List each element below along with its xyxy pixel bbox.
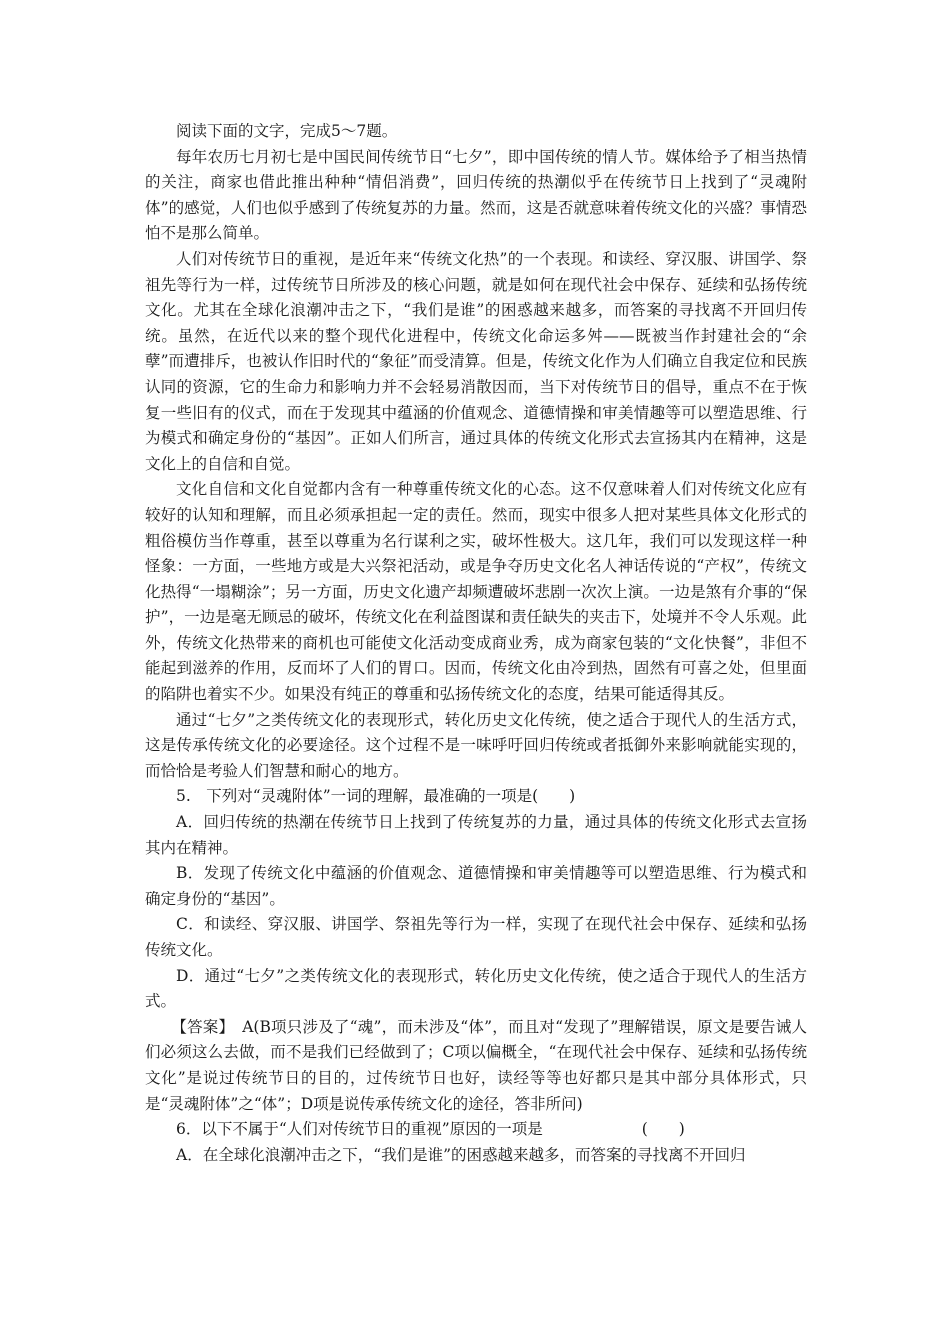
question-5-option-c: C．和读经、穿汉服、讲国学、祭祖先等行为一样，实现了在现代社会中保存、延续和弘扬传统文化。: [145, 915, 807, 959]
answer-blank: ( ): [641, 1120, 685, 1139]
passage-paragraph-4: 通过“七夕”之类传统文化的表现形式，转化历史文化传统，使之适合于现代人的生活方式，这是传承传统文化的必要途径。这个过程不是一味呼吁回归传统或者抵御外来影响就能实现的，而恰恰是考验人们智慧和耐心的地方。: [145, 710, 807, 780]
question-5-stem: 5. 下列对“灵魂附体”一词的理解，最准确的一项是( ): [176, 787, 576, 806]
question-6-stem-line: [145, 1117, 807, 1143]
answer-explanation: A(B项只涉及了“魂”，而未涉及“体”，而且对“发现了”理解错误，原文是要告诫人们必须这么去做，而不是我们已经做到了；C项以偏概全，“在现代社会中保存、延续和弘扬传统文化”是说过传统节日的目的，过传统节日也好，读经等等也好都只是其中部分具体形式，只是“灵魂附体”之“体”；D项是说传承传统文化的途径，答非所问): [145, 1017, 807, 1113]
passage-paragraph-2: 人们对传统节日的重视，是近年来“传统文化热”的一个表现。和读经、穿汉服、讲国学、祭祖先等行为一样，过传统节日所涉及的核心问题，就是如何在现代社会中保存、延续和弘扬传统文化。尤其在全球化浪潮冲击之下，“我们是谁”的困惑越来越多，而答案的寻找离不开回归传统。虽然，在近代以来的整个现代化进程中，传统文化命运多舛——既被当作封建社会的“余孽”而遭排斥，也被认作旧时代的“象征”而受清算。但是，传统文化作为人们确立自我定位和民族认同的资源，它的生命力和影响力并不会轻易消散因而，当下对传统节日的倡导，重点不在于恢复一些旧有的仪式，而在于发现其中蕴涵的价值观念、道德情操和审美情趣等可以塑造思维、行为模式和确定身份的“基因”。正如人们所言，通过具体的传统文化形式去宣扬其内在精神，这是文化上的自信和自觉。: [145, 249, 807, 473]
passage-paragraph-3: 文化自信和文化自觉都内含有一种尊重传统文化的心态。这不仅意味着人们对传统文化应有较好的认知和理解，而且必须承担起一定的责任。然而，现实中很多人把对某些具体文化形式的粗俗模仿当作尊重，甚至以尊重为名行谋利之实，破坏性极大。这几年，我们可以发现这样一种怪象：一方面，一些地方或是大兴祭祀活动，或是争夺历史文化名人神话传说的“产权”，传统文化热得“一塌糊涂”；另一方面，历史文化遗产却频遭破坏悲剧一次次上演。一边是煞有介事的“保护”，一边是毫无顾忌的破坏，传统文化在利益图谋和责任缺失的夹击下，处境并不令人乐观。此外，传统文化热带来的商机也可能使文化活动变成商业秀，成为商家包装的“文化快餐”，非但不能起到滋养的作用，反而坏了人们的胃口。因而，传统文化由冷到热，固然有可喜之处，但里面的陷阱也着实不少。如果没有纯正的尊重和弘扬传统文化的态度，结果可能适得其反。: [145, 480, 807, 704]
reading-instruction: 阅读下面的文字，完成5～7题。: [176, 122, 398, 140]
answer-label: 【答案】: [171, 1017, 227, 1036]
question-5-option-b: B．发现了传统文化中蕴涵的价值观念、道德情操和审美情趣等可以塑造思维、行为模式和确定身份的“基因”。: [145, 864, 807, 908]
question-5-option-d: D．通过“七夕”之类传统文化的表现形式，转化历史文化传统，使之适合于现代人的生活方式。: [145, 966, 807, 1011]
question-6-stem: 6．以下不属于“人们对传统节日的重视”原因的一项是: [176, 1120, 543, 1139]
question-5-option-a: A．回归传统的热潮在传统节日上找到了传统复苏的力量，通过具体的传统文化形式去宣扬其内在精神。: [145, 813, 807, 857]
question-6-option-a: A．在全球化浪潮冲击之下，“我们是谁”的困惑越来越多，而答案的寻找离不开回归: [176, 1145, 746, 1164]
document-page: [145, 119, 807, 1168]
passage-paragraph-1: 每年农历七月初七是中国民间传统节日“七夕”，即中国传统的情人节。媒体给予了相当热情的关注，商家也借此推出种种“情侣消费”，回归传统的热潮似乎在传统节日上找到了“灵魂附体”的感觉，人们也似乎感到了传统复苏的力量。然而，这是否就意味着传统文化的兴盛？事情恐怕不是那么简单。: [145, 147, 807, 243]
question-5-answer: [145, 1015, 807, 1117]
